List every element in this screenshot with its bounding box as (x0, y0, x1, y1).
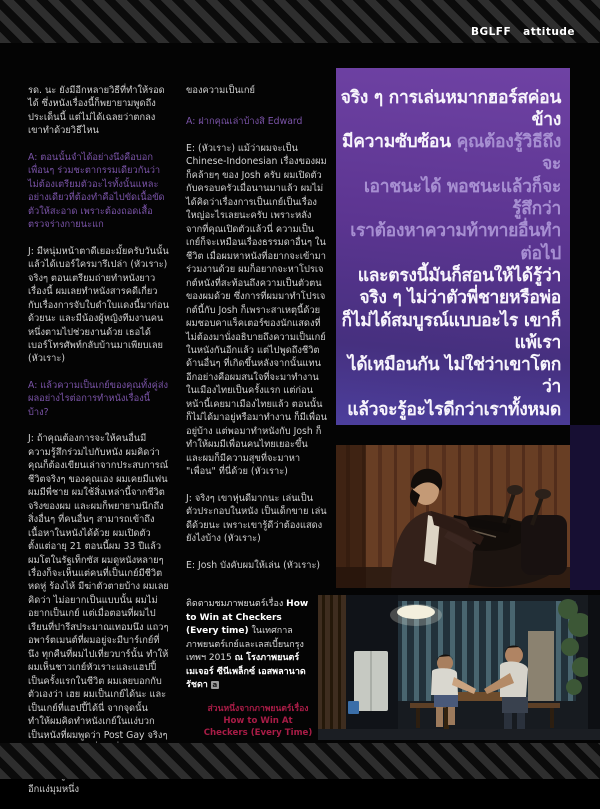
film-still-motorcycle-photo (336, 445, 570, 588)
pull-quote-panel (336, 68, 570, 425)
paragraph: J: มีหนุ่มหน้าตาดีเยอะมั้ยครับวันนั้น แล้วได้เบอร์ใครมารึเปล่า (หัวเราะ) จริงๆ ตอนเตรียมถ่ายทำหนังยาวเรื่องนี้ ผมเลยทำหนังสารคดีเกี่ยวกับเรื่องการจับใบดำใบแดงนี้มาก่อนด้วยนะ และมีน้องผู้หญิงทีมงานคนหนึ่งตามไปช่วยงานด้วย เธอได้เบอร์โทรศัพท์กลับบ้านมาเพียบเลย (หัวเราะ) (28, 245, 169, 365)
paragraph: J: จริงๆ เขาหุ่นดีมากนะ เล่นเป็นตัวประกอบในหนัง เป็นเด็กขาย เล่นดีด้วยนะ เพราะเขารู้ดีว่าต้องแสดงยังไงบ้าง (หัวเราะ) (186, 492, 327, 545)
venue-name: ณ โรงภาพยนตร์เมเจอร์ ซีนีเพล็กซ์ เอสพลานาด รัชดา (186, 653, 306, 690)
quote-line: และตรงนี้มันก็สอนให้ได้รู้ว่า (357, 265, 561, 286)
photo-caption: ส่วนหนึ่งจากภาพยนตร์เรื่อง How to Win At Checkers (Every Time) (203, 704, 313, 739)
film-title: How to Win at Checkers (Every time) (186, 599, 309, 636)
pull-quote (340, 87, 561, 421)
quote-line: จริง ๆ การเล่นหมากฮอร์สค่อนข้าง (340, 87, 561, 130)
paragraph: E: Josh บังคับผมให้เล่น (หัวเราะ) (186, 559, 321, 571)
quote-line: จริง ๆ ไม่ว่าตัวพี่ชายหรือพ่อ (359, 288, 561, 309)
paragraph: ของความเป็นเกย์ (186, 85, 255, 96)
attitude-end-mark: a (212, 681, 218, 689)
header-stripe-band (0, 0, 600, 43)
footer-stripe-band (0, 743, 600, 779)
film-still-checkers-photo (318, 595, 600, 740)
paragraph: E: (หัวเราะ) แม้ว่าผมจะเป็น Chinese-Indonesian เรื่องของผมก็คล้ายๆ ของ Josh ครับ ผมเปิดตัวกับครอบครัวเมื่อนานมาแล้ว ผมไม่ได้คิดว่าเรื่องการเป็นเกย์เป็นเรื่องใหญ่อะไรเลยนะครับ เพราะหลังจากที่คุณเปิดตัวแล้วนี่ ความเป็นเกย์ก็จะเหมือนเรื่องธรรมดาอื่นๆ ในชีวิต เมื่อผมหาหนังที่อยากจะเข้ามาร่วมงานด้วย ผมก็อยากจะหาโปรเจกต์หนังที่สะท้อนถึงความเป็นตัวตนของผมด้วย ซึ่งการที่ผมมาทำโปรเจกต์นี้กับ Josh ก็เพราะสาเหตุนี้ด้วย ผมชอบคาแร็คเตอร์ของนักแสดงที่ไม่ต้องมานั่งอธิบายถึงความเป็นเกย์ในหนังกันอีกแล้ว แต่ไปพูดถึงชีวิตด้านอื่นๆ ที่เกิดขึ้นหลังจากนั้นแทน อีกอย่างคือผมสนใจที่จะมาทำงานในเมืองไทยเป็นครั้งแรก แต่ก่อนหน้านี้เคยมาเมืองไทยแล้ว ตอนนั้นก็ไม่ได้มาอยู่หรือมาทำงาน ก็มีเพื่อนอยู่บ้าง แต่พอมาทำหนังกับ Josh ก็ทำให้ผมมีเพื่อนคนไทยเยอะขึ้น และผมก็มีความสุขที่จะมาหา "เพื่อน" ที่นี่ด้วย (หัวเราะ) (186, 142, 328, 478)
quote-line: มีความซับซ้อน คุณต้องรู้วิธีถึงจะ (342, 132, 561, 175)
quote-line: ได้เหมือนกัน ไม่ใช่ว่าเขาโตกว่า (347, 355, 561, 398)
quote-line: เราต้องหาความท้าทายอื่นทำต่อไป (350, 221, 561, 264)
text-column-left (28, 84, 169, 809)
interview-question: A: ฝากคุณเล่าบ้างสิ Edward (186, 116, 303, 128)
quote-line: แล้วจะรู้อะไรดีกว่าเราทั้งหมด (347, 399, 561, 420)
credit-text: ในเทศกาลภาพยนตร์เกย์และเลสเบี้ยนกรุงเทพฯ 2015 (186, 626, 304, 663)
festival-label: BGLFF (470, 26, 512, 38)
interview-question: A: ตอนนั้นจำได้อย่างนึงคือบอกเพื่อนๆ ร่วมชะตากรรมเดียวกันว่า ไม่ต้องเตรียมตัวอะไรทั้งนั้นแหละ อย่างเดียวที่ต้องทำคือไปขัดเนื้อขัดตัวให้สะอาด เพราะต้องถอดเสื้อตรวจร่างกายนะแก (28, 151, 165, 231)
interview-question: A: แล้วความเป็นเกย์ของคุณทั้งคู่ส่งผลอย่างไรต่อการทำหนังเรื่องนี้บ้าง? (28, 379, 169, 418)
quote-line: ก็ไม่ได้สมบูรณ์แบบอะไร เขาก็แพ้เรา (341, 310, 561, 353)
paragraph: J: ถ้าคุณต้องการจะให้คนอื่นมีความรู้สึกร่วมไปกับหนัง ผมคิดว่าคุณก็ต้องเขียนเล่าจากประสบการณ์ชีวิตจริงๆ ของคุณเอง ผมเคยมีแฟน ผมมีพี่ชาย ผมใช้สิ่งเหล่านี้จากชีวิตจริงของผม และผมก็พยายามนึกถึงสิ่งอื่นๆ ที่คนอื่นๆ สามารถเข้าถึงเนื้อหาในหนังได้ด้วย ผมเปิดตัวตั้งแต่อายุ 21 ตอนนี้ผม 33 ปีแล้ว ผมโตในรัฐเท็กซัส ผมดูหนังหลายๆ เรื่องก็จะเห็นแต่คนที่เป็นเกย์มีชีวิตหดหู่ ร้องไห้ มีฆ่าตัวตายบ้าง ผมเลยคิดว่า ไม่อยากเป็นแบบนั้น ผมไม่อยากเป็นเกย์ แต่เมื่อตอนที่ผมไปเรียนที่ปารีสประมาณเทอมนึง แถวๆ อพาร์ตเมนต์ที่ผมอยู่จะมีบาร์เกย์ที่นึง ทุกคืนที่ผมไปเที่ยวบาร์นั้น ทำให้ผมเห็นชาวเกย์หัวเราะและแฮปปี้เป็นครั้งแรกในชีวิต ผมเลยบอกกับตัวเองว่า เฮย ผมเป็นเกย์ได้นะ และเป็นเกย์ที่แฮปปี้ได้นี่ จากจุดนั้นทำให้ผมคิดทำหนังเกย์ในแง่บวก เป็นหนังที่ผมพูดว่า Post Gay จริงๆ อีกแง่มุมหนึ่ง (28, 433, 169, 795)
ceiling-lamp (390, 604, 442, 626)
magazine-title: attitude (523, 26, 575, 38)
credit-text: ติดตามชมภาพยนตร์เรื่อง (186, 599, 287, 609)
masthead (471, 26, 575, 38)
quote-line: เอาชนะได้ พอชนะแล้วก็จะรู้สึกว่า (363, 176, 561, 220)
paragraph: รด. นะ ยังมีอีกหลายวิธีที่ทำให้รอดได้ ซึ่งหนังเรื่องนี้ก็พยายามพูดถึงประเด็นนี้ แต่ไม่ได้เฉลยว่าตกลงเขาทำด้วยวิธีไหน (28, 85, 165, 137)
text-column-middle (186, 84, 327, 693)
purple-glow-strip (570, 425, 600, 590)
screening-credit (186, 598, 316, 693)
